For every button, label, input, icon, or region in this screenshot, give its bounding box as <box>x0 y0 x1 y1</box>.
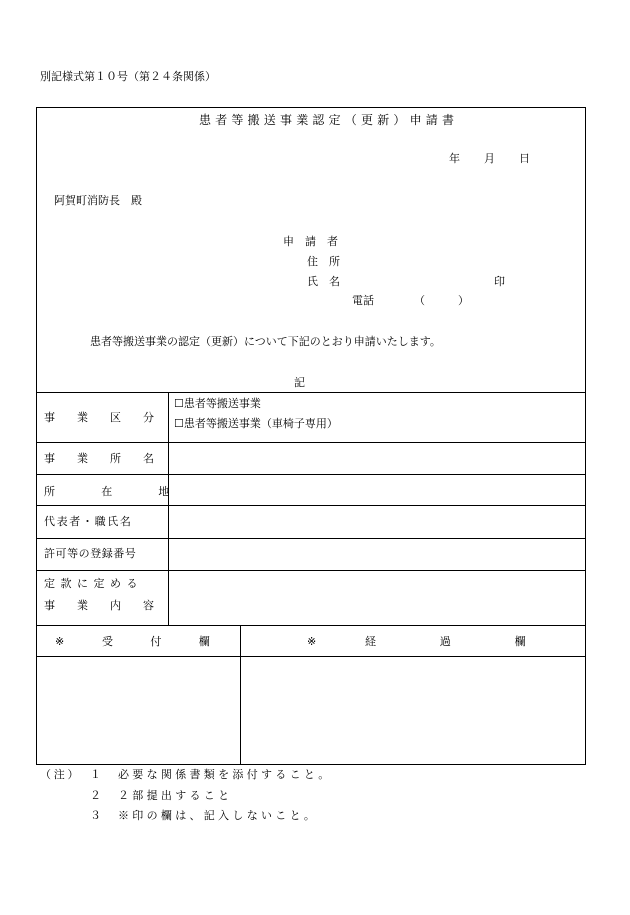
note-2-number: ２ <box>90 789 101 802</box>
note-1-number: １ <box>90 768 101 781</box>
business-type-option-1[interactable]: ☐患者等搬送事業 <box>174 397 261 410</box>
registration-label: 許可等の登録番号 <box>44 547 137 560</box>
note-2-text: ２部提出すること <box>118 789 233 802</box>
business-type-option-2[interactable]: ☐患者等搬送事業（車椅子専用） <box>174 417 338 430</box>
name-label: 氏 名 <box>307 275 340 288</box>
application-statement: 患者等搬送事業の認定（更新）について下記のとおり申請いたします。 <box>90 335 441 348</box>
note-3-number: ３ <box>90 809 101 822</box>
divider-row6 <box>36 625 585 626</box>
reception-mark: ※ <box>55 635 65 648</box>
ki-heading: 記 <box>294 376 305 389</box>
registration-field[interactable] <box>170 540 583 569</box>
divider-row2 <box>36 474 585 475</box>
divider-upper <box>36 392 585 393</box>
applicant-heading: 申 請 者 <box>283 235 338 248</box>
location-label: 所 在 地 <box>44 485 187 498</box>
seal-mark: 印 <box>494 275 505 288</box>
representative-label: 代表者・職氏名 <box>44 515 133 528</box>
business-type-label: 事 業 区 分 <box>44 411 160 424</box>
articles-label-line1: 定款に定める <box>44 577 143 590</box>
address-label: 住 所 <box>307 255 340 268</box>
form-title: 患者等搬送事業認定（更新）申請書 <box>199 113 459 127</box>
note-3-text: ※印の欄は、記入しないこと。 <box>118 809 319 822</box>
phone-parens: （ ） <box>414 294 469 307</box>
representative-field[interactable] <box>170 507 583 537</box>
phone-label: 電話 <box>352 294 374 307</box>
notes-prefix: （注） <box>40 768 82 781</box>
divider-row4 <box>36 538 585 539</box>
divider-row1 <box>36 442 585 443</box>
note-1-text: 必要な関係書類を添付すること。 <box>118 768 333 781</box>
date-day: 日 <box>519 152 530 165</box>
label-column-divider <box>168 392 169 625</box>
divider-row3 <box>36 505 585 506</box>
divider-row5 <box>36 570 585 571</box>
date-month: 月 <box>484 152 495 165</box>
location-field[interactable] <box>170 476 583 504</box>
articles-field[interactable] <box>170 572 583 624</box>
articles-label-line2: 事 業 内 容 <box>44 599 160 612</box>
addressee: 阿賀町消防長 殿 <box>54 194 142 207</box>
divider-reception <box>36 656 585 657</box>
form-number: 別記様式第１０号（第２４条関係） <box>40 70 216 83</box>
progress-label: 経 過 欄 <box>365 635 552 648</box>
office-name-label: 事 業 所 名 <box>44 452 160 465</box>
reception-label: 受 付 欄 <box>102 635 223 648</box>
progress-mark: ※ <box>307 635 317 648</box>
reception-column-divider <box>240 625 241 764</box>
office-name-field[interactable] <box>170 444 583 473</box>
date-year: 年 <box>449 152 460 165</box>
